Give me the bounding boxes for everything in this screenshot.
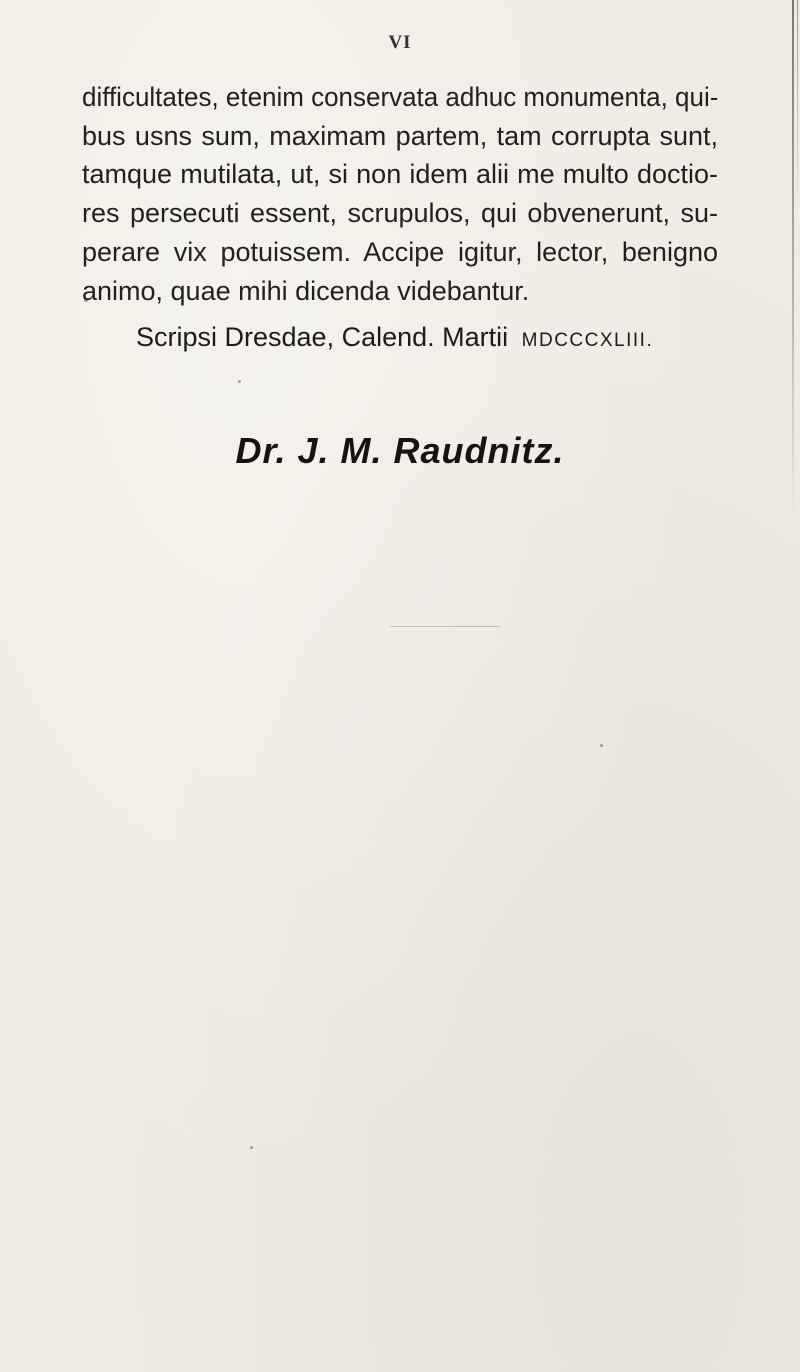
ink-speck bbox=[84, 298, 88, 302]
body-line-4: res persecuti essent, scrupulos, qui obvenerunt, su- bbox=[82, 198, 718, 229]
page-number: VI bbox=[388, 32, 412, 53]
closing-text: Scripsi Dresdae, Calend. Martii bbox=[136, 322, 509, 352]
body-line-5: perare vix potuissem. Accipe igitur, lector, benigno bbox=[82, 236, 718, 267]
ink-speck bbox=[238, 380, 241, 383]
closing-line bbox=[136, 322, 736, 353]
ink-speck bbox=[250, 1146, 253, 1149]
body-line-3: tamque mutilata, ut, si non idem alii me multo doctio- bbox=[82, 159, 718, 190]
body-paragraph bbox=[82, 78, 718, 310]
author-signature: Dr. J. M. Raudnitz. bbox=[235, 430, 565, 471]
faint-rule bbox=[390, 626, 500, 627]
body-line-6: animo, quae mihi dicenda videbantur. bbox=[82, 275, 530, 306]
body-line-1: difficultates, etenim conservata adhuc monumenta, qui- bbox=[82, 82, 719, 112]
closing-date: MDCCCXLIII. bbox=[521, 330, 654, 351]
ink-speck bbox=[600, 744, 603, 747]
body-line-2: bus usns sum, maximam partem, tam corrupta sunt, bbox=[82, 120, 718, 151]
